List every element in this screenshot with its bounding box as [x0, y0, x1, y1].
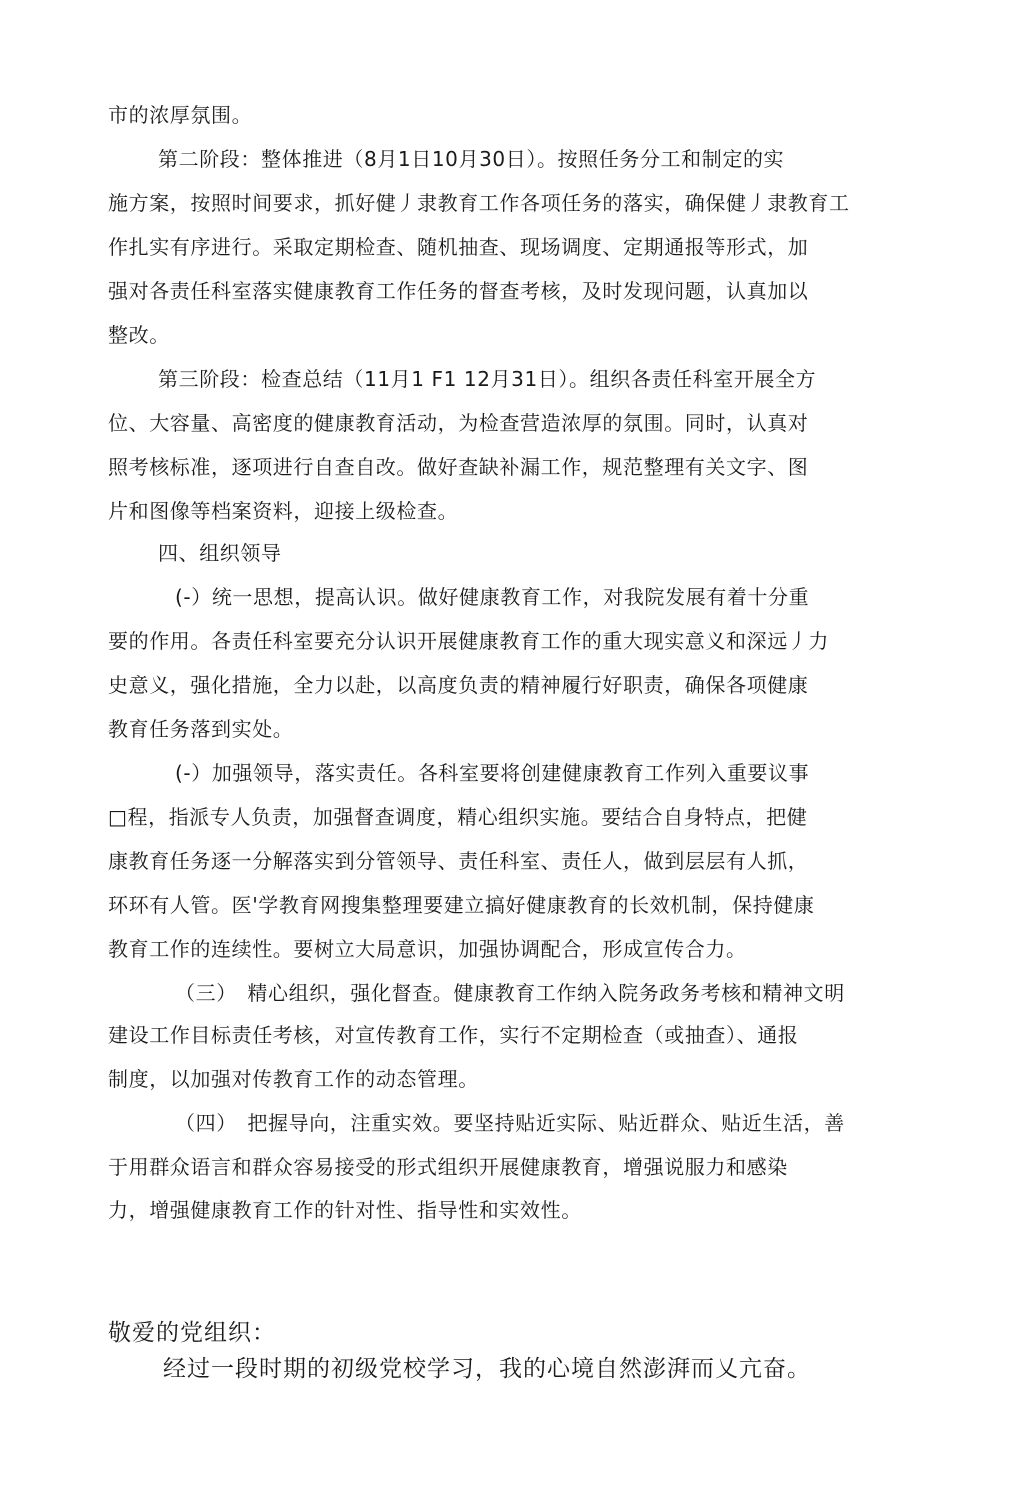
item-one-heading-line: (-）统一思想，提高认识。做好健康教育工作，对我院发展有着十分重: [175, 585, 810, 609]
item-four-heading-line: （四） 把握导向，注重实效。要坚持贴近实际、贴近群众、贴近生活，善: [175, 1111, 845, 1135]
text-line: 施方案，按照时间要求，抓好健丿隶教育工作各项任务的落实，确保健丿隶教育工: [108, 191, 850, 215]
stage-two-heading-line: 第二阶段：整体推进（8月1日10月30日）。按照任务分工和制定的实: [158, 147, 785, 171]
text-line: □程，指派专人负责，加强督查调度，精心组织实施。要结合自身特点，把健: [108, 805, 808, 829]
text-line: 制度，以加强对传教育工作的动态管理。: [108, 1067, 479, 1091]
text-line: 要的作用。各责任科室要充分认识开展健康教育工作的重大现实意义和深远丿力: [108, 629, 829, 653]
text-line: 教育工作的连续性。要树立大局意识，加强协调配合，形成宣传合力。: [108, 937, 747, 961]
text-line: 康教育任务逐一分解落实到分管领导、责任科室、责任人，做到层层有人抓，: [108, 849, 809, 873]
letter-salutation: 敬爱的党组织：: [108, 1320, 276, 1346]
item-two-heading-line: (-）加强领导，落实责任。各科室要将创建健康教育工作列入重要议事: [175, 761, 810, 785]
text-line: 整改。: [108, 323, 170, 347]
item-three-heading-line: （三） 精心组织，强化督查。健康教育工作纳入院务政务考核和精神文明: [175, 981, 845, 1005]
stage-three-heading-line: 第三阶段：检查总结（11月1 F1 12月31日）。组织各责任科室开展全方: [158, 367, 817, 391]
text-line: 位、大容量、高密度的健康教育活动，为检查营造浓厚的氛围。同时，认真对: [108, 411, 809, 435]
text-line: 环环有人管。医'学教育网搜集整理要建立搞好健康教育的长效机制，保持健康: [108, 893, 815, 917]
text-line: 照考核标准，逐项进行自查自改。做好查缺补漏工作，规范整理有关文字、图: [108, 455, 809, 479]
text-line: 史意义，强化措施，全力以赴，以高度负责的精神履行好职责，确保各项健康: [108, 673, 809, 697]
text-line: 建设工作目标责任考核，对宣传教育工作，实行不定期检查（或抽查）、通报: [108, 1023, 799, 1047]
text-line: 作扎实有序进行。采取定期检查、随机抽查、现场调度、定期通报等形式，加: [108, 235, 809, 259]
letter-opening-line: 经过一段时期的初级党校学习，我的心境自然澎湃而乂亢奋。: [163, 1356, 811, 1382]
text-line: 于用群众语言和群众容易接受的形式组织开展健康教育，增强说服力和感染: [108, 1155, 788, 1179]
text-line: 片和图像等档案资料，迎接上级检查。: [108, 499, 459, 523]
text-line: 力，增强健康教育工作的针对性、指导性和实效性。: [108, 1198, 582, 1222]
text-line: 教育任务落到实处。: [108, 717, 294, 741]
text-line: 市的浓厚氛围。: [108, 103, 253, 127]
section-heading: 四、组织领导: [158, 541, 282, 565]
text-line: 强对各责任科室落实健康教育工作任务的督查考核，及时发现问题，认真加以: [108, 279, 809, 303]
